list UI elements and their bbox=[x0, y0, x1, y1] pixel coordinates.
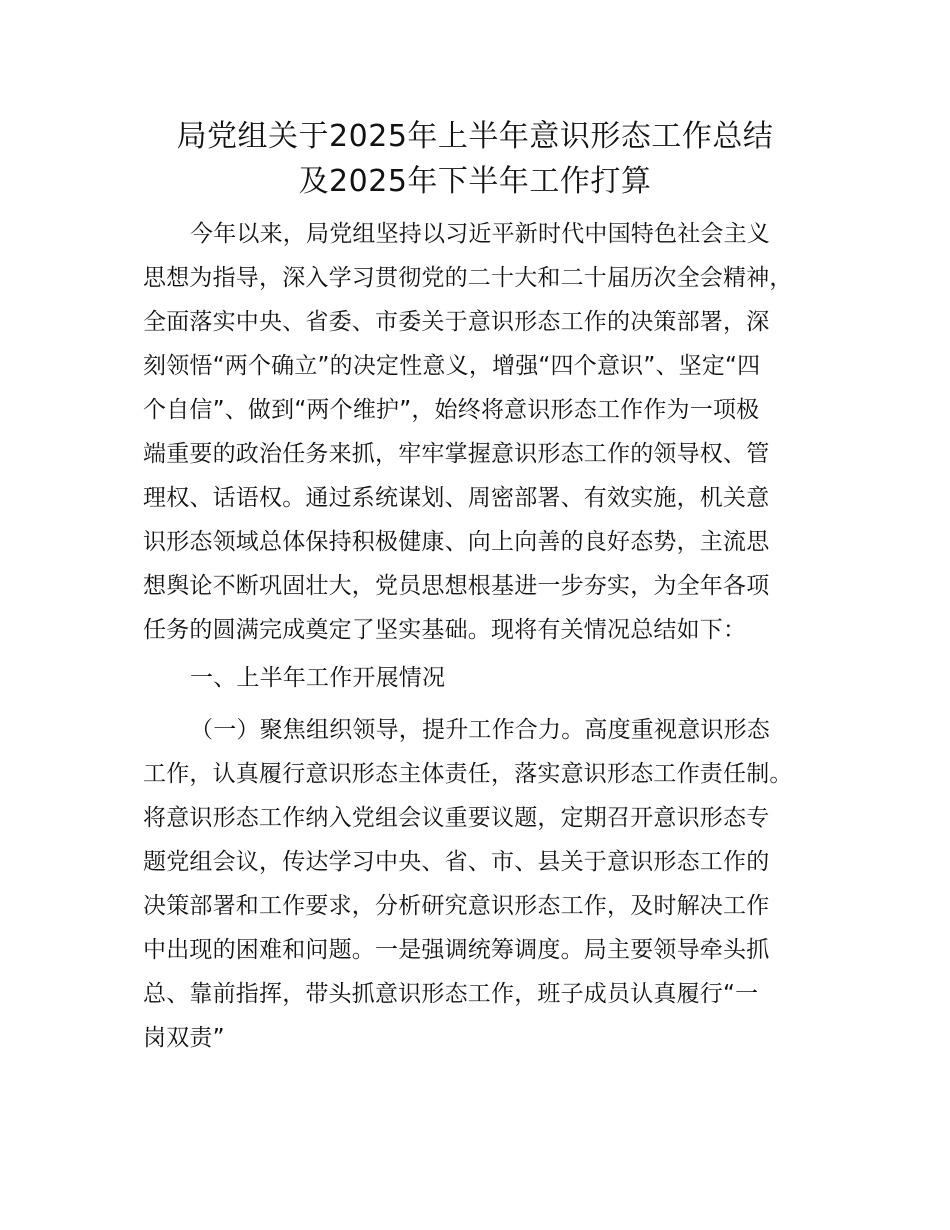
paragraph-2-line: 将意识形态工作纳入党组会议重要议题，定期召开意识形态专 bbox=[143, 805, 770, 831]
document-title-line-2: 及2025年下半年工作打算 bbox=[298, 164, 652, 199]
paragraph-2-line: 决策部署和工作要求，分析研究意识形态工作，及时解决工作 bbox=[143, 893, 770, 919]
paragraph-2-line: 中出现的困难和问题。一是强调统筹调度。局主要领导牵头抓 bbox=[143, 937, 770, 963]
paragraph-2-line: 岗双责” bbox=[143, 1025, 225, 1051]
paragraph-1-line: 思想为指导，深入学习贯彻党的二十大和二十届历次全会精神， bbox=[143, 265, 793, 291]
paragraph-1-line: 理权、话语权。通过系统谋划、周密部署、有效实施，机关意 bbox=[143, 485, 770, 511]
paragraph-1-line: 今年以来，局党组坚持以习近平新时代中国特色社会主义 bbox=[190, 221, 770, 247]
paragraph-1-line: 任务的圆满完成奠定了坚实基础。现将有关情况总结如下： bbox=[143, 617, 747, 643]
paragraph-1-line: 识形态领域总体保持积极健康、向上向善的良好态势，主流思 bbox=[143, 529, 770, 555]
paragraph-2-line: （一）聚焦组织领导，提升工作合力。高度重视意识形态 bbox=[190, 717, 770, 743]
paragraph-2-line: 总、靠前指挥，带头抓意识形态工作，班子成员认真履行“一 bbox=[143, 981, 759, 1007]
paragraph-2-line: 工作，认真履行意识形态主体责任，落实意识形态工作责任制。 bbox=[143, 761, 793, 787]
paragraph-1-line: 刻领悟“两个确立”的决定性意义，增强“四个意识”、坚定“四 bbox=[143, 353, 761, 379]
document-title-line-1: 局党组关于2025年上半年意识形态工作总结 bbox=[176, 119, 774, 154]
paragraph-1-line: 想舆论不断巩固壮大，党员思想根基进一步夯实，为全年各项 bbox=[143, 573, 770, 599]
paragraph-1-line: 全面落实中央、省委、市委关于意识形态工作的决策部署，深 bbox=[143, 309, 770, 335]
section-heading: 一、上半年工作开展情况 bbox=[190, 665, 446, 691]
paragraph-1-line: 端重要的政治任务来抓，牢牢掌握意识形态工作的领导权、管 bbox=[143, 441, 770, 467]
paragraph-1-line: 个自信”、做到“两个维护”，始终将意识形态工作作为一项极 bbox=[143, 397, 760, 423]
paragraph-2-line: 题党组会议，传达学习中央、省、市、县关于意识形态工作的 bbox=[143, 849, 770, 875]
